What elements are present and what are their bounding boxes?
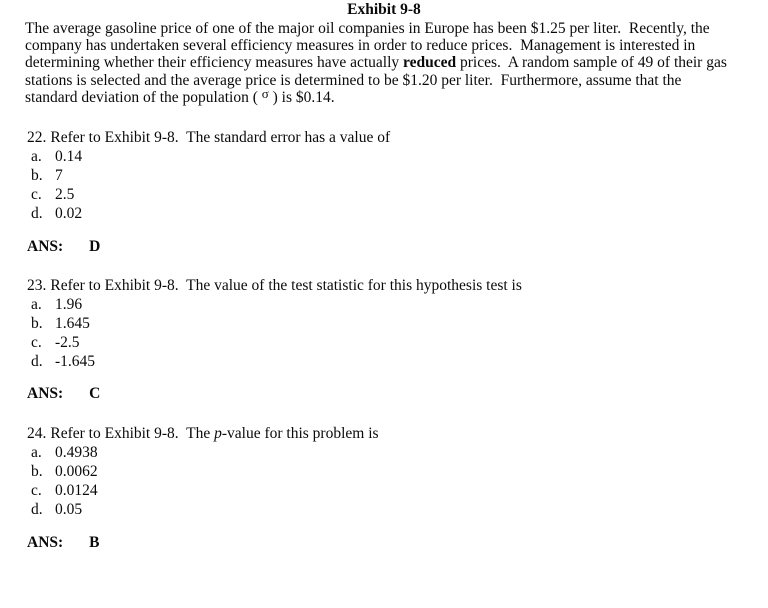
option-value: 0.0062 [55,463,98,481]
option-letter: c. [31,334,42,352]
option-letter: d. [31,205,43,223]
option-row-22d [0,204,768,223]
option-letter: b. [31,167,43,185]
question-text: Refer to Exhibit 9-8. The value of the test statistic for this hypothesis test is [50,277,522,295]
option-row-22b [0,166,768,185]
option-row-24a [0,443,768,462]
question-text-pre: Refer to Exhibit 9-8. The [50,425,215,443]
paragraph-line-5-pre: standard deviation of the population ( [25,88,262,106]
exhibit-title: Exhibit 9-8 [347,1,421,18]
option-row-22c [0,185,768,204]
option-letter: a. [31,148,42,166]
option-letter: c. [31,186,42,204]
option-row-23d [0,352,768,371]
option-row-23b [0,314,768,333]
option-value: 0.14 [55,148,83,166]
paragraph-line-4: stations is selected and the average price is determined to be $1.20 per liter. Furthermore, assume that the [25,71,682,89]
question-23 [0,276,768,403]
option-value: 0.4938 [55,444,98,462]
option-value: -1.645 [55,353,96,371]
paragraph-line-5 [25,85,752,106]
answer-label: ANS: [27,534,64,552]
option-row-23a [0,295,768,314]
question-24-line [0,424,768,443]
option-value: 7 [55,167,63,185]
option-value: 1.96 [55,296,83,314]
answer-line-22 [0,237,768,256]
option-letter: b. [31,315,43,333]
exhibit-paragraph [0,20,768,106]
answer-letter: B [89,534,100,552]
paragraph-line-2: company has undertaken several efficiency measures in order to reduce prices. Management is interested in [25,37,696,55]
question-text: Refer to Exhibit 9-8. The standard error has a value of [50,129,391,147]
option-letter: a. [31,444,42,462]
option-letter: d. [31,501,43,519]
option-row-24b [0,462,768,481]
answer-letter: D [89,238,101,256]
option-value: 0.02 [55,205,83,223]
option-value: 0.05 [55,501,83,519]
question-23-line [0,276,768,295]
paragraph-line-5-post: ) is $0.14. [268,88,335,106]
answer-line-24 [0,533,768,552]
option-row-22a [0,147,768,166]
answer-line-23 [0,384,768,403]
question-number: 24. [27,425,47,443]
answer-label: ANS: [27,238,64,256]
question-number: 23. [27,277,47,295]
option-letter: c. [31,482,42,500]
paragraph-line-3 [25,54,752,71]
question-24 [0,424,768,552]
sigma-symbol: σ [261,85,269,101]
option-row-24c [0,481,768,500]
paragraph-line-3-bold: reduced [403,54,457,72]
paragraph-line-1: The average gasoline price of one of the major oil companies in Europe has been $1.25 per liter. Recently, the [25,20,710,37]
answer-letter: C [89,385,101,403]
question-22 [0,128,768,256]
option-letter: d. [31,353,43,371]
paragraph-line-3-post: prices. A random sample of 49 of their gas [456,54,727,72]
paragraph-line-3-pre: determining whether their efficiency measures have actually [25,54,404,72]
option-letter: b. [31,463,43,481]
question-22-line [0,128,768,147]
question-number: 22. [27,129,47,147]
question-text-italic-p: p [214,425,222,443]
question-text-post: -value for this problem is [221,425,379,443]
option-row-23c [0,333,768,352]
option-value: 1.645 [55,315,90,333]
option-letter: a. [31,296,42,314]
answer-label: ANS: [27,385,64,403]
option-value: -2.5 [55,334,80,352]
option-row-24d [0,500,768,519]
option-value: 0.0124 [55,482,98,500]
option-value: 2.5 [55,186,75,204]
